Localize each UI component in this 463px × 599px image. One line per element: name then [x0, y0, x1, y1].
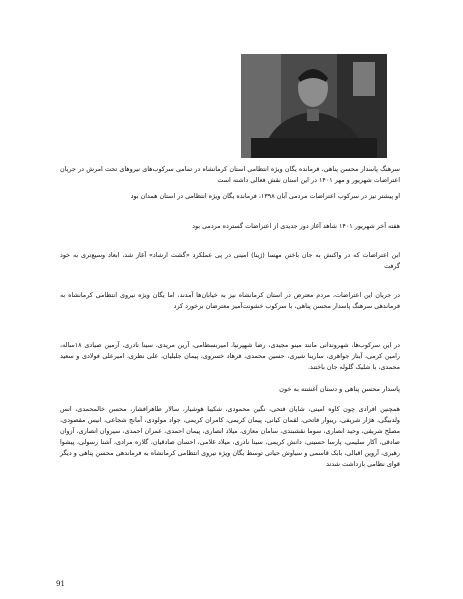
paragraph-september-start: هفته آخر شهریور ۱۴۰۱ شاهد آغاز دور جدیدی از اعتراضات گسترده مردمی بود — [192, 222, 400, 230]
paragraph-intro: سرهنگ پاسدار محسن پناهی، فرمانده یگان ویژه انتظامی استان کرمانشاه در تمامی سرکوب‌های نیروهای تحت امرش در جریان اعتراضات شهریور و مهر ۱۴۰۱ در این استان نقش فعالی داشته است — [60, 165, 400, 184]
officer-photo — [241, 54, 387, 158]
paragraph-previous-role: او پیشتر نیز در سرکوب اعتراضات مردمی آبان ۱۳۹۸، فرمانده یگان ویژه انتظامی در استان همدان بود — [130, 192, 400, 200]
paragraph-detainees: همچنین افرادی چون کاوه امینی، شایان فتحی، نگین محمودی، شکیبا هوشیار، سالار طاهرافشار، محسن خالمحمدی، انس ولدبیگی، هژار شریفی، ریبوار فاتحی، لقمان کیانی، پیمان کریمی، کامران کریمی، جواد مولودی، آمانج شجاعی، انیس مقصودی، مصلح شریفی، وحید انصاری، سوما نقشبندی، سامان معازی، میلاد انصاری، پیمان احمدی، عمران احمدی، سیروان انصاری، آزوان صادقی، آکار سلیمی، پارسا حسینی، دانش کریمی، سینا نادری، میلاد غلامی، احسان صادقیان، گلاره مرادی، آشنا رسولی، پیشوا رهبری، آروین اقبالی، بابک قاسمی و سیاوش حیاتی توسط یگان ویژه نیروی انتظامی کرمانشاه به فرماندهی محسن پناهی و دیگر قوای نظامی بازداشت شدند — [60, 405, 400, 468]
section-heading: پاسدار محسن پناهی و دستان آغشته به خون — [279, 385, 400, 393]
officer-portrait-image — [241, 54, 387, 158]
paragraph-victims: در این سرکوب‌ها، شهروندانی مانند مینو مجیدی، رضا شهپرنیا، امیربسطامی، آرین مریدی، سینا نادری، آرمین صیادی ۱۸ساله، رامین کرمی، آیناز جواهری، سارینا شیری، حسین محمدی، فرهاد خسروی، پیمان جلیلیان، علی نظری، امیرعلی فولادی و سعید محمدی، با شلیک گلوله جان باختند. — [60, 341, 400, 371]
paragraph-kermanshah-repression: در جریان این اعتراضات، مردم معترض در استان کرمانشاه نیز به خیابان‌ها آمدند، اما یگان ویژه نیروی انتظامی کرمانشاه به فرماندهی سرهنگ پاسدار محسن پناهی، با سرکوب خشونت‌آمیز معترضان برخورد کرد — [60, 291, 400, 310]
page-number: 91 — [56, 580, 65, 588]
paragraph-protests-origin: این اعتراضات که در واکنش به جان باختن مهسا (ژینا) امینی در پی عملکرد «گشت ارشاد» آغاز شد، ابعاد وسیع‌تری به خود گرفت — [60, 251, 400, 270]
